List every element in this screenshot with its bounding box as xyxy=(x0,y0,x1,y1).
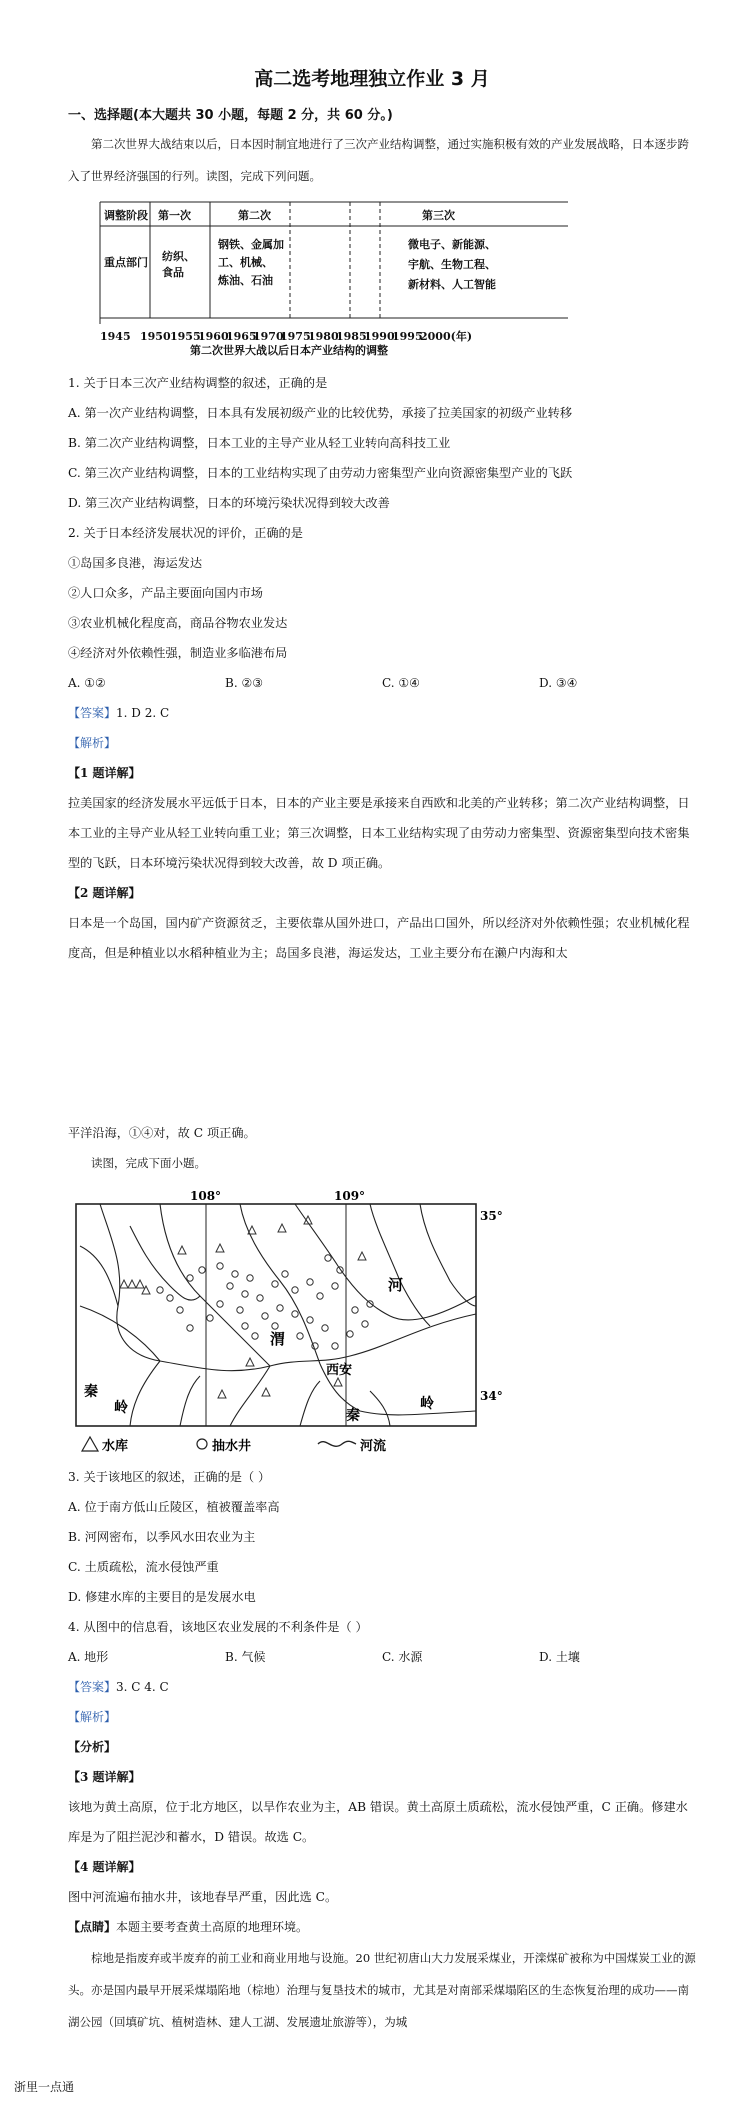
reservoir-marker xyxy=(278,1224,286,1232)
well-marker xyxy=(297,1333,303,1339)
q2-option-c: C. ①④ xyxy=(382,676,420,690)
q3-option-c: C. 土质疏松，流水侵蚀严重 xyxy=(68,1560,219,1574)
reservoir-marker xyxy=(136,1280,144,1288)
well-marker xyxy=(347,1331,353,1337)
dianjing-label: 【点睛】 xyxy=(68,1920,117,1934)
footer-watermark: 浙里一点通 xyxy=(14,2080,75,2094)
detail-4-text: 图中河流遍布抽水井，该地春旱严重，因此选 C。 xyxy=(68,1890,338,1904)
well-marker xyxy=(332,1343,338,1349)
well-marker xyxy=(307,1279,313,1285)
map-label-wei: 渭 xyxy=(270,1330,286,1348)
table-cell-second: 炼油、石油 xyxy=(218,274,273,287)
well-marker xyxy=(317,1293,323,1299)
table-header-stage: 调整阶段 xyxy=(104,209,148,222)
answer-text: 3. C 4. C xyxy=(116,1680,169,1694)
well-marker xyxy=(282,1271,288,1277)
map-legend xyxy=(82,1437,386,1454)
table-caption: 第二次世界大战以后日本产业结构的调整 xyxy=(190,344,388,357)
q4-option-d: D. 土壤 xyxy=(539,1650,580,1664)
q4-option-b: B. 气候 xyxy=(225,1650,266,1664)
well-marker xyxy=(217,1263,223,1269)
dianjing-text: 本题主要考查黄土高原的地理环境。 xyxy=(116,1920,309,1934)
legend-reservoir: 水库 xyxy=(102,1439,129,1454)
well-marker xyxy=(292,1287,298,1293)
reservoir-marker xyxy=(246,1358,254,1366)
reservoir-marker xyxy=(178,1246,186,1254)
well-marker xyxy=(187,1275,193,1281)
table-header-third: 第三次 xyxy=(422,209,455,222)
reservoir-legend-icon xyxy=(82,1437,98,1451)
lat-35-label: 35° xyxy=(480,1209,503,1223)
analysis-label: 【解析】 xyxy=(68,736,117,750)
dianjing xyxy=(68,1912,308,1942)
well-marker xyxy=(307,1317,313,1323)
q2-option-a: A. ①② xyxy=(68,676,106,690)
well-marker xyxy=(352,1307,358,1313)
answer-text: 1. D 2. C xyxy=(116,706,170,720)
well-marker xyxy=(207,1315,213,1321)
well-marker xyxy=(312,1343,318,1349)
page-title: 高二选考地理独立作业 3 月 xyxy=(254,68,490,90)
table-cell-second: 工、机械、 xyxy=(218,256,273,269)
q4-option-a: A. 地形 xyxy=(68,1650,109,1664)
river-legend-icon xyxy=(318,1441,356,1446)
reservoir-marker xyxy=(120,1280,128,1288)
well-marker xyxy=(177,1307,183,1313)
table-header-second: 第二次 xyxy=(238,209,271,222)
year-tick-label: 1960 xyxy=(198,330,229,343)
section-heading: 一、选择题(本大题共 30 小题，每题 2 分，共 60 分。) xyxy=(68,108,393,123)
detail-1-text: 拉美国家的经济发展水平远低于日本，日本的产业主要是承接来自西欧和北美的产业转移；第二次产业结构调整，日本工业的主导产业从轻工业转向重工业；第三次调整，日本工业结构实现了由劳动力密集型、资源密集型向技术密集型的飞跃，日本环境污染状况得到较大改善，故 D 项正确。 xyxy=(68,796,690,870)
well-marker xyxy=(187,1325,193,1331)
lon-108-label: 108° xyxy=(190,1189,222,1203)
legend-river: 河流 xyxy=(360,1439,387,1454)
fenxi-label: 【分析】 xyxy=(68,1740,117,1754)
well-marker xyxy=(247,1275,253,1281)
table-cell-third: 宇航、生物工程、 xyxy=(408,258,496,271)
q2-stem: 2. 关于日本经济发展状况的评价，正确的是 xyxy=(68,526,303,540)
q3-stem: 3. 关于该地区的叙述，正确的是（ ） xyxy=(68,1470,271,1484)
well-marker xyxy=(199,1267,205,1273)
q1-option-b: B. 第二次产业结构调整，日本工业的主导产业从轻工业转向高科技工业 xyxy=(68,436,451,450)
q2-item-4: ④经济对外依赖性强，制造业多临港布局 xyxy=(68,646,288,660)
q2-item-2: ②人口众多，产品主要面向国内市场 xyxy=(68,586,263,600)
table-cell-second: 钢铁、金属加 xyxy=(218,238,284,251)
reservoir-marker xyxy=(358,1252,366,1260)
well-marker xyxy=(332,1283,338,1289)
q2-option-b: B. ②③ xyxy=(225,676,263,690)
q1-option-a: A. 第一次产业结构调整，日本具有发展初级产业的比较优势，承接了拉美国家的初级产业转移 xyxy=(68,406,573,420)
q4-option-c: C. 水源 xyxy=(382,1650,423,1664)
detail-2-text: 日本是一个岛国，国内矿产资源贫乏，主要依靠从国外进口，产品出口国外，所以经济对外依赖性强；农业机械化程度高，但是种植业以水稻种植业为主；岛国多良港，海运发达，工业主要分布在濑户内海和太 xyxy=(68,916,690,960)
year-tick-label: 1985 xyxy=(336,330,367,343)
q2-option-d: D. ③④ xyxy=(539,676,578,690)
weihe-map xyxy=(70,1186,510,1456)
detail-1-heading: 【1 题详解】 xyxy=(68,766,141,780)
well-marker xyxy=(237,1307,243,1313)
q3-option-d: D. 修建水库的主要目的是发展水电 xyxy=(68,1590,256,1604)
table-cell-first: 纺织、 xyxy=(162,250,195,263)
map-label-ling-west: 岭 xyxy=(114,1400,128,1416)
industry-table-figure xyxy=(90,200,610,360)
well-marker xyxy=(325,1255,331,1261)
reservoir-marker xyxy=(262,1388,270,1396)
map-label-qin-west: 秦 xyxy=(84,1384,98,1400)
detail-4-heading: 【4 题详解】 xyxy=(68,1860,141,1874)
map-label-xian: 西安 xyxy=(326,1363,353,1378)
reservoir-marker xyxy=(334,1378,342,1386)
well-marker xyxy=(242,1291,248,1297)
table-cell-third: 新材料、人工智能 xyxy=(408,278,496,291)
detail-3-text: 该地为黄土高原，位于北方地区，以旱作农业为主，AB 错误。黄土高原土质疏松，流水侵蚀严重，C 正确。修建水库是为了阻拦泥沙和蓄水，D 错误。故选 C。 xyxy=(68,1800,688,1844)
answer-label: 【答案】 xyxy=(68,1680,117,1694)
analysis-label-2: 【解析】 xyxy=(68,1710,117,1724)
year-tick-label: 1980 xyxy=(308,330,339,343)
lat-34-label: 34° xyxy=(480,1389,503,1403)
well-marker xyxy=(272,1323,278,1329)
table-row-label: 重点部门 xyxy=(104,256,148,269)
map-label-he: 河 xyxy=(388,1276,404,1294)
answer-label: 【答案】 xyxy=(68,706,117,720)
well-marker xyxy=(367,1301,373,1307)
well-marker xyxy=(322,1325,328,1331)
well-marker xyxy=(227,1283,233,1289)
year-tick-label: 2000(年) xyxy=(420,330,473,343)
year-tick-label: 1950 xyxy=(140,330,171,343)
q4-stem: 4. 从图中的信息看，该地区农业发展的不利条件是（ ） xyxy=(68,1620,368,1634)
lon-109-label: 109° xyxy=(334,1189,366,1203)
year-tick-label: 1990 xyxy=(364,330,395,343)
year-tick-label: 1955 xyxy=(170,330,201,343)
q3-option-a: A. 位于南方低山丘陵区，植被覆盖率高 xyxy=(68,1500,280,1514)
table-cell-first: 食品 xyxy=(162,266,184,279)
reservoir-marker xyxy=(216,1244,224,1252)
reservoir-marker xyxy=(128,1280,136,1288)
detail-2-continued: 平洋沿海，①④对，故 C 项正确。 xyxy=(68,1126,256,1140)
river-network xyxy=(80,1204,476,1426)
well-marker xyxy=(167,1295,173,1301)
q1-stem: 1. 关于日本三次产业结构调整的叙述，正确的是 xyxy=(68,376,328,390)
detail-2-heading: 【2 题详解】 xyxy=(68,886,141,900)
map-label-ling-east: 岭 xyxy=(420,1396,434,1412)
map-intro: 读图，完成下面小题。 xyxy=(91,1156,206,1170)
well-marker xyxy=(262,1313,268,1319)
well-marker xyxy=(242,1323,248,1329)
detail-3-heading: 【3 题详解】 xyxy=(68,1770,141,1784)
answer-1-2 xyxy=(68,698,169,728)
answer-3-4 xyxy=(68,1672,169,1702)
well-legend-icon xyxy=(197,1439,207,1449)
q3-option-b: B. 河网密布，以季风水田农业为主 xyxy=(68,1530,256,1544)
q1-option-d: D. 第三次产业结构调整，日本的环境污染状况得到较大改善 xyxy=(68,496,390,510)
well-marker xyxy=(272,1281,278,1287)
year-tick-label: 1975 xyxy=(280,330,311,343)
final-paragraph: 棕地是指废弃或半废弃的前工业和商业用地与设施。20 世纪初唐山大力发展采煤业，开滦煤矿被称为中国煤炭工业的源头。亦是国内最早开展采煤塌陷地（棕地）治理与复垦技术的城市，尤其是对南部采煤塌陷区的生态恢复治理的成功——南湖公园（回填矿坑、植树造林、建人工湖、发展遗址旅游等），为城 xyxy=(68,1951,696,2029)
legend-well: 抽水井 xyxy=(212,1439,252,1454)
year-tick-label: 1970 xyxy=(253,330,284,343)
well-marker xyxy=(362,1321,368,1327)
well-marker xyxy=(337,1267,343,1273)
year-tick-label: 1945 xyxy=(100,330,131,343)
q2-item-3: ③农业机械化程度高，商品谷物农业发达 xyxy=(68,616,288,630)
q1-option-c: C. 第三次产业结构调整，日本的工业结构实现了由劳动力密集型产业向资源密集型产业的飞跃 xyxy=(68,466,573,480)
well-marker xyxy=(232,1271,238,1277)
well-marker xyxy=(217,1301,223,1307)
well-marker xyxy=(277,1305,283,1311)
year-tick-label: 1965 xyxy=(226,330,257,343)
map-label-qin-east: 秦 xyxy=(346,1408,360,1424)
intro-paragraph: 第二次世界大战结束以后，日本因时制宜地进行了三次产业结构调整，通过实施积极有效的产业发展战略，日本逐步跨入了世界经济强国的行列。读图，完成下列问题。 xyxy=(68,137,689,183)
well-marker xyxy=(252,1333,258,1339)
table-header-first: 第一次 xyxy=(158,209,191,222)
reservoir-marker xyxy=(218,1390,226,1398)
year-tick-label: 1995 xyxy=(392,330,423,343)
table-cell-third: 微电子、新能源、 xyxy=(408,238,496,251)
well-marker xyxy=(257,1295,263,1301)
well-marker xyxy=(157,1287,163,1293)
q2-item-1: ①岛国多良港，海运发达 xyxy=(68,556,203,570)
well-marker xyxy=(292,1311,298,1317)
